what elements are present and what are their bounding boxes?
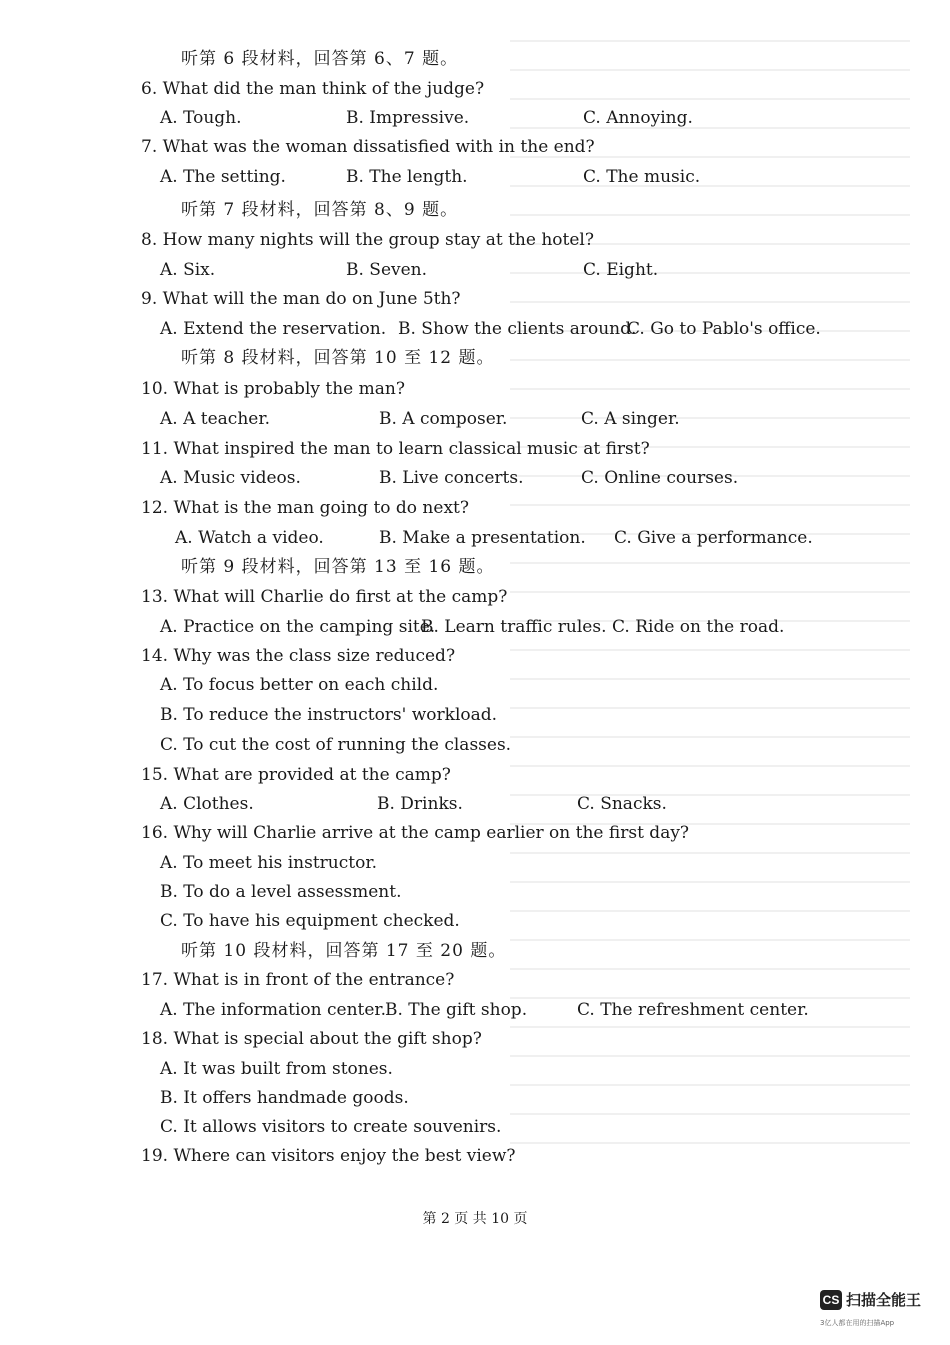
question-stem: 9. What will the man do on June 5th? bbox=[141, 289, 461, 309]
question-stem: 11. What inspired the man to learn classical music at first? bbox=[141, 439, 650, 459]
option: C. Eight. bbox=[583, 260, 659, 280]
option: C. Go to Pablo's office. bbox=[627, 319, 821, 339]
section-heading: 听第 6 段材料，回答第 6、7 题。 bbox=[181, 49, 459, 69]
option: B. Make a presentation. bbox=[379, 528, 586, 548]
option: C. Snacks. bbox=[577, 794, 667, 814]
question-stem: 15. What are provided at the camp? bbox=[141, 765, 451, 785]
option: B. It offers handmade goods. bbox=[160, 1088, 409, 1108]
option: A. It was built from stones. bbox=[160, 1059, 393, 1079]
option: B. To do a level assessment. bbox=[160, 882, 402, 902]
option: A. Watch a video. bbox=[175, 528, 324, 548]
option: C. The music. bbox=[583, 167, 701, 187]
scanner-tagline: 3亿人都在用的扫描App bbox=[820, 1319, 895, 1327]
question-stem: 19. Where can visitors enjoy the best view? bbox=[141, 1146, 516, 1166]
section-heading: 听第 8 段材料，回答第 10 至 12 题。 bbox=[181, 348, 495, 368]
option: A. A teacher. bbox=[160, 409, 270, 429]
option: B. The gift shop. bbox=[385, 1000, 528, 1020]
option: C. Give a performance. bbox=[614, 528, 813, 548]
section-heading: 听第 9 段材料，回答第 13 至 16 题。 bbox=[181, 557, 495, 577]
question-stem: 7. What was the woman dissatisfied with in the end? bbox=[141, 137, 595, 157]
option: C. Annoying. bbox=[583, 108, 693, 128]
option: C. A singer. bbox=[581, 409, 680, 429]
option: C. The refreshment center. bbox=[577, 1000, 809, 1020]
question-stem: 12. What is the man going to do next? bbox=[141, 498, 469, 518]
option: A. Six. bbox=[160, 260, 216, 280]
cs-logo-icon: CS bbox=[820, 1290, 842, 1310]
question-stem: 6. What did the man think of the judge? bbox=[141, 79, 485, 99]
option: B. Seven. bbox=[346, 260, 428, 280]
option: A. The setting. bbox=[160, 167, 286, 187]
option: B. Impressive. bbox=[346, 108, 470, 128]
option: B. To reduce the instructors' workload. bbox=[160, 705, 498, 725]
option: C. Online courses. bbox=[581, 468, 739, 488]
scanner-logo bbox=[820, 1289, 921, 1310]
page-number: 第 2 页 共 10 页 bbox=[422, 1211, 528, 1227]
option: A. To meet his instructor. bbox=[160, 853, 377, 873]
option: B. A composer. bbox=[379, 409, 508, 429]
section-heading: 听第 7 段材料，回答第 8、9 题。 bbox=[181, 200, 459, 220]
option: B. Learn traffic rules. bbox=[421, 617, 607, 637]
question-stem: 8. How many nights will the group stay at the hotel? bbox=[141, 230, 594, 250]
option: A. Clothes. bbox=[160, 794, 254, 814]
option: C. To have his equipment checked. bbox=[160, 911, 460, 931]
question-stem: 13. What will Charlie do first at the camp? bbox=[141, 587, 508, 607]
option: A. The information center. bbox=[160, 1000, 387, 1020]
question-stem: 18. What is special about the gift shop? bbox=[141, 1029, 482, 1049]
option: C. It allows visitors to create souvenirs. bbox=[160, 1117, 502, 1137]
option: B. Live concerts. bbox=[379, 468, 524, 488]
question-stem: 17. What is in front of the entrance? bbox=[141, 970, 455, 990]
option: B. Drinks. bbox=[377, 794, 463, 814]
option: A. To focus better on each child. bbox=[160, 675, 439, 695]
question-stem: 10. What is probably the man? bbox=[141, 379, 405, 399]
option: C. Ride on the road. bbox=[612, 617, 785, 637]
option: A. Tough. bbox=[160, 108, 242, 128]
option: A. Extend the reservation. bbox=[160, 319, 387, 339]
option: A. Music videos. bbox=[160, 468, 301, 488]
scanner-app-name: 扫描全能王 bbox=[846, 1291, 922, 1309]
option: B. The length. bbox=[346, 167, 468, 187]
question-stem: 14. Why was the class size reduced? bbox=[141, 646, 456, 666]
option: B. Show the clients around. bbox=[398, 319, 637, 339]
option: C. To cut the cost of running the classes. bbox=[160, 735, 512, 755]
question-stem: 16. Why will Charlie arrive at the camp earlier on the first day? bbox=[141, 823, 690, 843]
option: A. Practice on the camping site. bbox=[160, 617, 436, 637]
section-heading: 听第 10 段材料，回答第 17 至 20 题。 bbox=[181, 941, 507, 961]
